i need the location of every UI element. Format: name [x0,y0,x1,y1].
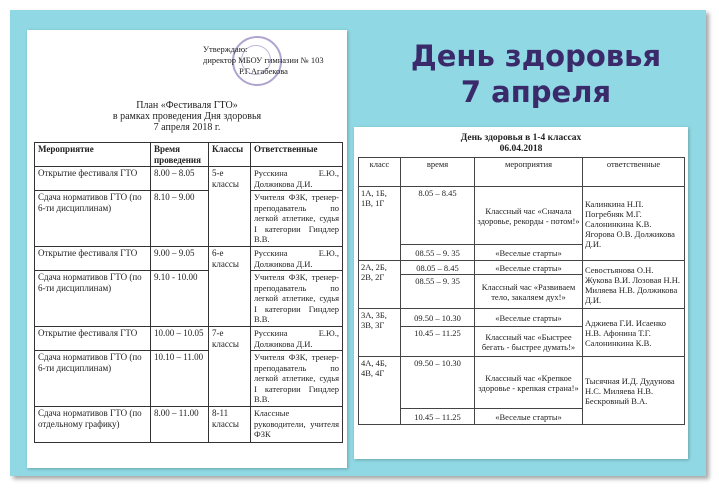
festival-plan-table [34,142,343,443]
table-header-row [35,143,343,167]
column-header: Мероприятие [35,143,151,167]
column-header: время [401,158,475,187]
time-cell: 8.05 – 8.45 [401,187,475,245]
schedule-date: 06.04.2018 [499,144,543,154]
approval-block [203,44,324,77]
event-cell: Сдача нормативов ГТО (по 6-ти дисциплинам) [35,271,151,327]
responsible-cell: Классные руководители, учителя ФЗК [251,407,343,443]
schedule-title [354,133,688,155]
activity-cell: «Веселые старты» [475,309,583,327]
time-cell: 10.45 – 11.25 [401,409,475,425]
activity-cell: Классный час «Быстрее бегать - быстрее думать!» [475,327,583,357]
table-row [35,167,343,191]
table-row [35,407,343,443]
event-cell: Сдача нормативов ГТО (по 6-ти дисциплинам) [35,351,151,407]
table-row [35,271,343,327]
class-group-cell: 4А, 4Б, 4В, 4Г [359,357,401,425]
time-cell: 10.00 – 10.05 [151,327,209,351]
time-cell: 09.50 – 10.30 [401,357,475,409]
time-cell: 9.10 - 10.00 [151,271,209,327]
column-header: Время проведения [151,143,209,167]
table-row [35,327,343,351]
activity-cell: Классный час «Сначала здоровье, рекорды - потом!» [475,187,583,245]
primary-school-schedule-sheet [354,127,688,459]
table-row [359,309,685,327]
activity-cell: «Веселые старты» [475,261,583,275]
class-group-cell: 2А, 2Б, 2В, 2Г [359,261,401,309]
approval-signature: Р.Г.Агабекова [239,66,288,76]
schedule-title-line: День здоровья в 1-4 классах [460,133,582,143]
table-row [359,357,685,409]
table-row [359,261,685,275]
column-header: ответственные [583,158,685,187]
responsible-cell: Аджиева Г.И. Исаенко Н.В. Афонина Т.Г. Салонинкина К.В. [583,309,685,357]
class-group-cell: 1А, 1Б, 1В, 1Г [359,187,401,261]
activity-cell: Классный час «Крепкое здоровье - крепкая страна!» [475,357,583,409]
activity-cell: Классный час «Развиваем тело, закаляем дух!» [475,275,583,309]
event-cell: Сдача нормативов ГТО (по 6-ти дисциплинам) [35,191,151,247]
heading-line: 7 апреля [460,75,612,109]
classes-cell: 7-е классы [209,327,251,407]
plan-title-line: в рамках проведения Дня здоровья [112,111,262,122]
classes-cell: 6-е классы [209,247,251,327]
plan-title [27,100,347,133]
time-cell: 10.10 – 11.00 [151,351,209,407]
approval-line: Утверждаю: [203,44,248,54]
event-cell: Открытие фестиваля ГТО [35,247,151,271]
table-header-row [359,158,685,187]
classes-cell: 8-11 классы [209,407,251,443]
time-cell: 08.55 – 9. 35 [401,245,475,261]
responsible-cell: Русскина Е.Ю., Должикова Д.И. [251,167,343,191]
time-cell: 09.50 – 10.30 [401,309,475,327]
table-row [359,187,685,245]
table-row [35,191,343,247]
primary-school-schedule-table [358,157,685,425]
time-cell: 08.55 – 9. 35 [401,275,475,309]
time-cell: 8.10 – 9.00 [151,191,209,247]
plan-title-line: 7 апреля 2018 г. [153,122,221,133]
column-header: Классы [209,143,251,167]
page-heading [386,38,686,110]
heading-line: День здоровья [410,39,662,73]
responsible-cell: Русскина Е.Ю., Должикова Д.И. [251,327,343,351]
time-cell: 8.00 – 8.05 [151,167,209,191]
time-cell: 8.00 – 11.00 [151,407,209,443]
festival-plan-sheet [27,30,347,468]
responsible-cell: Учителя ФЗК, тренер-преподаватель по легкой атлетике, судья I категории Гиндлер В.В. [251,271,343,327]
activity-cell: «Веселые старты» [475,409,583,425]
responsible-cell: Учителя ФЗК, тренер-преподаватель по легкой атлетике, судья I категории Гиндлер В.В. [251,351,343,407]
responsible-cell: Русскина Е.Ю., Должикова Д.И. [251,247,343,271]
plan-title-line: План «Фестиваля ГТО» [136,100,238,111]
time-cell: 08.05 – 8.45 [401,261,475,275]
event-cell: Открытие фестиваля ГТО [35,167,151,191]
responsible-cell: Учителя ФЗК, тренер-преподаватель по легкой атлетике, судья I категории Гиндлер В.В. [251,191,343,247]
table-row [35,351,343,407]
event-cell: Сдача нормативов ГТО (по отдельному графику) [35,407,151,443]
responsible-cell: Калинкина Н.П. Погребняк М.Г. Салонинкина К.В. Ягорова О.В. Должикова Д.И. [583,187,685,261]
column-header: класс [359,158,401,187]
column-header: Ответственные [251,143,343,167]
responsible-cell: Тысячная И.Д. Дудунова Н.С. Миляева Н.В. Бескровный В.А. [583,357,685,425]
responsible-cell: Севостьянова О.Н. Жукова В.И. Лозовая Н.Н. Миляева Н.В. Должикова Д.И. [583,261,685,309]
event-cell: Открытие фестиваля ГТО [35,327,151,351]
time-cell: 10.45 – 11.25 [401,327,475,357]
activity-cell: «Веселые старты» [475,245,583,261]
classes-cell: 5-е классы [209,167,251,247]
column-header: мероприятия [475,158,583,187]
approval-line: директор МБОУ гимназии № 103 [203,55,324,65]
table-row [35,247,343,271]
class-group-cell: 3А, 3Б, 3В, 3Г [359,309,401,357]
time-cell: 9.00 – 9.05 [151,247,209,271]
